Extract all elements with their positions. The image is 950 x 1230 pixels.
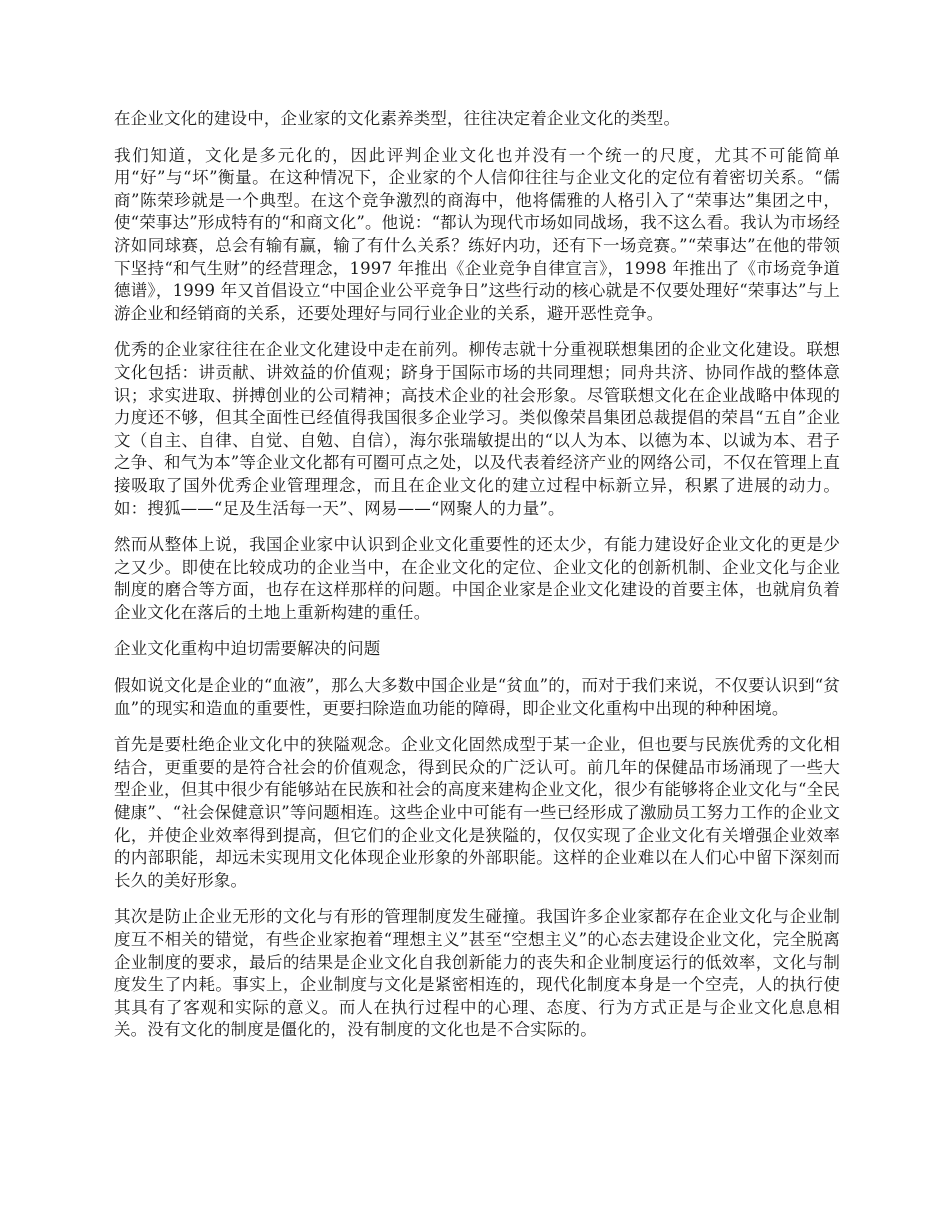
paragraph-rongshida: 我们知道，文化是多元化的，因此评判企业文化也并没有一个统一的尺度，尤其不可能简单用“好”与“坏”衡量。在这种情况下，企业家的个人信仰往往与企业文化的定位有着密切关系。“儒商”陈荣珍就是一个典型。在这个竞争激烈的商海中，他将儒雅的人格引入了“荣事达”集团之中，使“荣事达”形成特有的“和商文化”。他说：“都认为现代市场如同战场，我不这么看。我认为市场经济如同球赛，总会有输有赢，输了有什么关系？练好内功，还有下一场竞赛。”“荣事达”在他的带领下坚持“和气生财”的经营理念，1997 年推出《企业竞争自律宣言》，1998 年推出了《市场竞争道德谱》，1999 年又首倡设立“中国企业公平竞争日”这些行动的核心就是不仅要处理好“荣事达”与上游企业和经销商的关系，还要处理好与同行业企业的关系，避开恶性竞争。 (114, 145, 840, 323)
section-heading: 企业文化重构中迫切需要解决的问题 (114, 639, 381, 659)
paragraph-culture-vs-system: 其次是防止企业无形的文化与有形的管理制度发生碰撞。我国许多企业家都存在企业文化与企业制度互不相关的错觉，有些企业家抱着“理想主义”甚至“空想主义”的心态去建设企业文化，完全脱离企业制度的要求，最后的结果是企业文化自我创新能力的丧失和企业制度运行的低效率，文化与制度发生了内耗。事实上，企业制度与文化是紧密相连的，现代化制度本身是一个空壳，人的执行使其具有了客观和实际的意义。而人在执行过程中的心理、态度、行为方式正是与企业文化息息相关。没有文化的制度是僵化的，没有制度的文化也是不合实际的。 (114, 907, 840, 1040)
paragraph-blood: 假如说文化是企业的“血液”，那么大多数中国企业是“贫血”的，而对于我们来说，不仅要认识到“贫血”的现实和造血的重要性，更要扫除造血功能的障碍，即企业文化重构中出现的种种困境。 (114, 676, 840, 718)
paragraph-narrow-concept: 首先是要杜绝企业文化中的狭隘观念。企业文化固然成型于某一企业，但也要与民族优秀的文化相结合，更重要的是符合社会的价值观念，得到民众的广泛认可。前几年的保健品市场涌现了一些大型企业，但其中很少有能够站在民族和社会的高度来建构企业文化，很少有能够将企业文化与“全民健康”、“社会保健意识”等问题相连。这些企业中可能有一些已经形成了激励员工努力工作的企业文化，并使企业效率得到提高，但它们的企业文化是狭隘的，仅仅实现了企业文化有关增强企业效率的内部职能，却远未实现用文化体现企业形象的外部职能。这样的企业难以在人们心中留下深刻而长久的美好形象。 (114, 735, 840, 890)
paragraph-overall: 然而从整体上说，我国企业家中认识到企业文化重要性的还太少，有能力建设好企业文化的更是少之又少。即使在比较成功的企业当中，在企业文化的定位、企业文化的创新机制、企业文化与企业制度的磨合等方面，也存在这样那样的问题。中国企业家是企业文化建设的首要主体，也就肩负着企业文化在落后的土地上重新构建的重任。 (114, 535, 840, 622)
paragraph-intro: 在企业文化的建设中，企业家的文化素养类型，往往决定着企业文化的类型。 (114, 109, 681, 128)
document-body (114, 108, 840, 1056)
paragraph-legend-culture: 优秀的企业家往往在企业文化建设中走在前列。柳传志就十分重视联想集团的企业文化建设。联想文化包括：讲贡献、讲效益的价值观；跻身于国际市场的共同理想；同舟共济、协同作战的整体意识；求实进取、拼搏创业的公司精神；高技术企业的社会形象。尽管联想文化在企业战略中体现的力度还不够，但其全面性已经值得我国很多企业学习。类似像荣昌集团总裁提倡的荣昌“五自”企业文（自主、自律、自觉、自勉、自信），海尔张瑞敏提出的“以人为本、以德为本、以诚为本、君子之争、和气为本”等企业文化都有可圈可点之处，以及代表着经济产业的网络公司，不仅在管理上直接吸取了国外优秀企业管理理念，而且在企业文化的建立过程中标新立异，积累了进展的动力。如：搜狐——“足及生活每一天”、网易——“网聚人的力量”。 (114, 340, 840, 518)
